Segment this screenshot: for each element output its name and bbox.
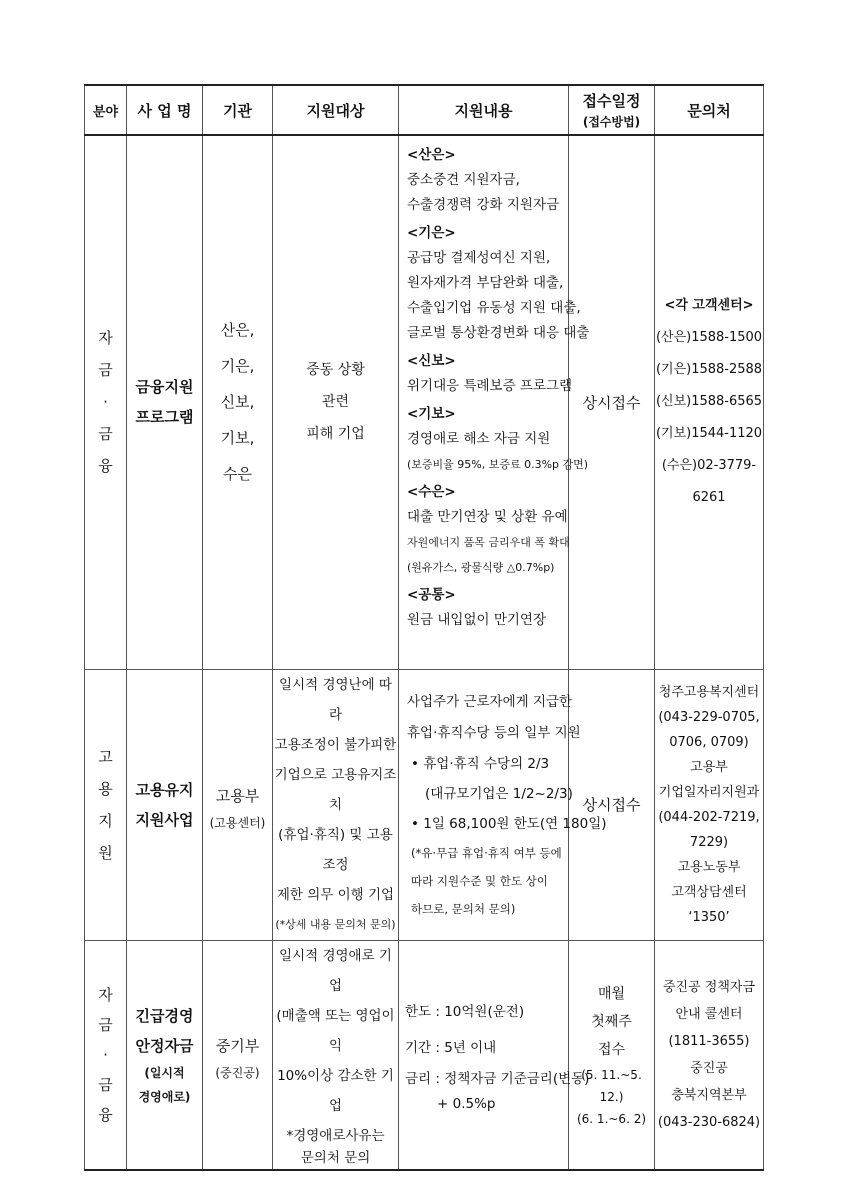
contact-line: ‘1350’ [688,909,730,925]
program-name-line: 고용유지 [135,780,194,799]
contact-line: (1811-3655) [668,1033,750,1049]
content-line: 경영애로 해소 자금 지원 [407,431,551,447]
header-schedule [569,85,655,135]
program-name-line: 프로그램 [135,408,194,427]
target-note: 문의처 문의 [300,1149,371,1166]
program-name-line: 지원사업 [135,810,194,829]
target-cell [273,135,399,669]
field-char: 용 [98,779,113,798]
header-schedule-sub: (접수방법) [582,115,641,129]
agency-sub: (고용센터) [209,816,266,830]
content-note: (*유·무급 휴업·휴직 여부 등에 [411,845,562,860]
program-note-line: (일시적 [144,1065,185,1080]
field-char: 금 [98,1015,113,1034]
header-content: 지원내용 [399,85,569,135]
table-header-row [85,85,764,135]
agency-line: 기은, [220,357,255,376]
content-note: (원유가스, 광물식량 △0.7%p) [407,561,555,574]
contact-line: (수은)02-3779-6261 [661,458,757,506]
schedule-line: 첫째주 [591,1013,632,1030]
contact-line: (043-229-0705, [658,709,760,725]
content-line: 금리 : 정책자금 기준금리(변동) [405,1070,590,1087]
content-heading: <기보> [407,406,456,422]
content-heading: <산은> [407,147,456,163]
content-line: 원금 내입없이 만기연장 [407,612,546,628]
field-char: 자 [98,329,113,348]
program-note-line: 경영애로) [138,1089,191,1104]
field-cell [85,135,127,669]
program-name-line: 긴급경영 [135,1006,194,1025]
contact-line: 충북지역본부 [671,1087,747,1103]
content-note: 자원에너지 품목 금리우대 폭 확대 [407,536,570,549]
content-line: + 0.5%p [437,1095,496,1112]
header-contact: 문의처 [655,85,764,135]
content-cell [399,669,607,940]
schedule-line: 매월 [597,985,626,1002]
contact-line: 고용부 [690,759,728,775]
schedule-line: 접수 [597,1041,626,1058]
target-note: (*상세 내용 문의처 문의) [275,917,396,931]
contact-line: 7229) [689,834,729,850]
target-line: 기업으로 고용유지조치 [274,766,397,813]
field-char: 지 [98,811,113,830]
target-note: *경영애로사유는 [286,1127,385,1144]
schedule-cell [569,940,655,1170]
field-char: 금 [98,425,113,444]
contact-cell [655,669,764,940]
content-note: 하므로, 문의처 문의) [411,901,516,916]
content-cell [399,940,590,1170]
contact-line: (산은)1588-1500 [655,330,763,346]
contact-line: 기업일자리지원과 [658,784,760,800]
target-line: 제한 의무 이행 기업 [276,886,395,903]
contact-cell [655,135,764,669]
program-name-line: 금융지원 [135,378,194,397]
field-char: 금 [98,361,113,380]
contact-line: 0706, 0709) [669,734,749,750]
content-line: 수출경쟁력 강화 지원자금 [407,197,560,213]
table-row [85,669,764,940]
content-line: 한도 : 10억원(운전) [405,1003,525,1020]
content-line: 수출입기업 유동성 지원 대출, [407,300,581,316]
program-cell [127,669,203,940]
contact-line: 중진공 [690,1060,728,1076]
header-target: 지원대상 [273,85,399,135]
contact-line: (043-230-6824) [657,1114,761,1130]
contact-heading: <각 고객센터> [664,298,754,314]
program-name-line: 안정자금 [135,1036,194,1055]
contact-line: (신보)1588-6565 [655,394,763,410]
contact-line: (기보)1544-1120 [655,426,763,442]
field-cell [85,940,127,1170]
content-bullet: (대규모기업은 1/2~2/3) [425,785,573,802]
table-row [85,135,764,669]
content-line: 휴업·휴직수당 등의 일부 지원 [407,724,581,741]
target-cell [273,669,399,940]
content-heading: <신보> [407,353,456,369]
content-note: (보증비율 95%, 보증료 0.3%p 감면) [407,458,589,471]
content-line: 위기대응 특례보증 프로그램 [407,378,573,394]
agency-cell [203,940,273,1170]
contact-line: 고용노동부 [677,859,741,875]
contact-line: (044-202-7219, [658,809,760,825]
agency-line: 기보, [220,429,255,448]
field-char: 원 [98,843,113,862]
header-agency: 기관 [203,85,273,135]
program-cell [127,940,203,1170]
target-cell [273,940,399,1170]
field-char: · [103,393,108,412]
target-line: 일시적 경영난에 따라 [279,676,392,723]
field-char: 융 [98,1105,113,1124]
field-char: 고 [98,747,113,766]
target-line: 10%이상 감소한 기업 [277,1067,394,1114]
field-char: 융 [98,457,113,476]
content-heading: <공통> [407,587,456,603]
support-program-table [84,84,764,1171]
field-char: 자 [98,985,113,1004]
content-line: 원자재가격 부담완화 대출, [407,275,564,291]
target-line: (매출액 또는 영업이익 [276,1007,395,1054]
contact-line: 중진공 정책자금 [662,979,756,995]
agency-cell [203,669,273,940]
field-char: 금 [98,1075,113,1094]
target-line: (휴업·휴직) 및 고용조정 [278,826,393,873]
contact-line: 안내 콜센터 [675,1006,743,1022]
content-line: 대출 만기연장 및 상환 유예 [407,509,568,525]
content-bullet: • 휴업·휴직 수당의 2/3 [411,755,550,772]
agency-line: 고용부 [215,787,260,805]
contact-line: 고객상담센터 [671,884,747,900]
target-line: 일시적 경영애로 기업 [279,947,392,994]
schedule-cell: 상시접수 [569,669,655,940]
header-program: 사 업 명 [127,85,203,135]
content-line: 글로벌 통상환경변화 대응 대출 [407,325,590,341]
field-cell [85,669,127,940]
content-bullet: • 1일 68,100원 한도(연 180일) [411,815,607,832]
content-line: 기간 : 5년 이내 [405,1039,497,1056]
content-note: 따라 지원수준 및 한도 상이 [411,873,548,888]
header-schedule-label: 접수일정 [582,92,641,110]
table-row [85,940,764,1170]
target-line: 관련 [321,394,350,411]
field-char: · [103,1045,108,1064]
agency-line: 산은, [220,321,255,340]
content-line: 공급망 결제성여신 지원, [407,250,551,266]
content-heading: <수은> [407,484,456,500]
program-cell [127,135,203,669]
header-field: 분야 [85,85,127,135]
target-line: 고용조정이 불가피한 [274,736,397,753]
schedule-date: (6. 1.~6. 2) [576,1111,647,1126]
content-cell [399,135,590,669]
agency-sub: (중진공) [215,1066,260,1080]
agency-line: 중기부 [215,1037,260,1055]
content-line: 중소중견 지원자금, [407,172,520,188]
agency-line: 수은 [223,465,252,484]
agency-cell [203,135,273,669]
content-heading: <기은> [407,225,456,241]
content-line: 사업주가 근로자에게 지급한 [407,693,573,710]
target-line: 중동 상황 [306,362,365,379]
schedule-date: (5. 11.~5. 12.) [581,1067,642,1104]
contact-cell [655,940,764,1170]
target-line: 피해 기업 [306,426,365,443]
agency-line: 신보, [220,393,255,412]
contact-line: (기은)1588-2588 [655,362,763,378]
schedule-cell: 상시접수 [569,135,655,669]
contact-line: 청주고용복지센터 [658,684,760,700]
